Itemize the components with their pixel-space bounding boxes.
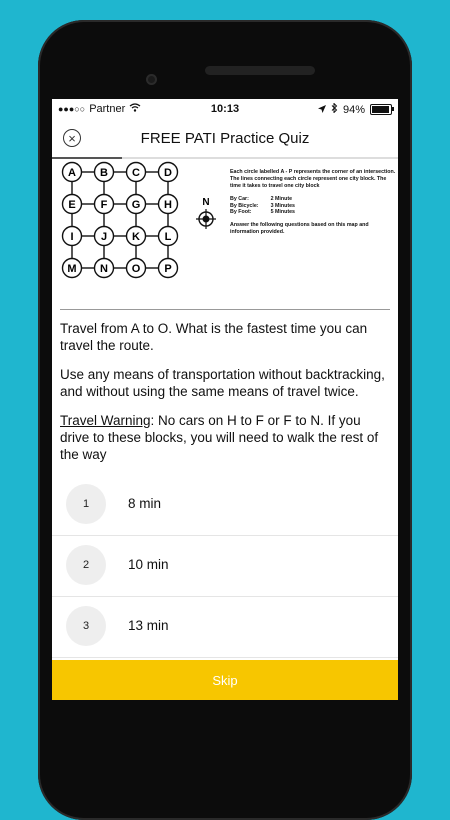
map-node-label: C xyxy=(132,167,140,179)
location-arrow-icon xyxy=(318,104,326,116)
bluetooth-icon xyxy=(331,103,338,116)
map-legend xyxy=(230,169,398,242)
clock: 10:13 xyxy=(210,103,240,115)
option-number: 3 xyxy=(66,606,106,646)
carrier-label: Partner xyxy=(89,103,126,115)
warning-text: : No cars on H to F or F to N. If you drive to these blocks, you will need to walk the rest of the way xyxy=(60,413,379,462)
answer-option-3[interactable] xyxy=(52,597,398,658)
option-label: 10 min xyxy=(128,557,169,572)
mode-value: 3 Minutes xyxy=(270,202,295,209)
speaker-grille xyxy=(205,66,315,75)
battery-percent: 94% xyxy=(342,103,365,116)
mode-value: 2 Minute xyxy=(270,196,293,202)
signal-icon: ●●●○○ xyxy=(58,104,86,114)
answer-option-1[interactable] xyxy=(52,475,398,536)
option-number: 2 xyxy=(66,545,106,585)
legend-description: Each circle labelled A - P represents the corner of an intersection. The lines connecting each circle represent one city block. The time it takes to travel one city block xyxy=(230,169,396,189)
close-icon[interactable]: × xyxy=(63,129,81,147)
status-right xyxy=(318,103,392,116)
option-number: 1 xyxy=(66,484,106,524)
mode-value: 5 Minutes xyxy=(270,209,295,215)
map-node-label: L xyxy=(164,231,172,243)
map-node-label: A xyxy=(68,167,76,179)
map-node-label: O xyxy=(131,263,141,275)
map-node-label: M xyxy=(67,263,77,275)
map-node-label: G xyxy=(131,199,141,211)
warning-label: Travel Warning xyxy=(60,413,151,428)
app-header xyxy=(52,121,398,159)
battery-icon xyxy=(370,104,392,115)
map-node-label: I xyxy=(70,231,74,243)
compass-icon xyxy=(196,209,216,229)
map-node-label: E xyxy=(68,199,76,211)
app-screen xyxy=(52,99,398,700)
travel-times xyxy=(230,196,295,216)
map-node-label: N xyxy=(100,263,108,275)
front-camera xyxy=(146,74,157,85)
page-title: FREE PATI Practice Quiz xyxy=(140,130,310,147)
mode-label: By Bicycle: xyxy=(230,202,259,209)
legend-footer: Answer the following questions based on this map and information provided. xyxy=(230,221,369,235)
status-bar xyxy=(52,99,398,121)
mode-label: By Car: xyxy=(230,196,249,202)
skip-button[interactable]: Skip xyxy=(52,660,398,700)
option-label: 13 min xyxy=(128,618,169,633)
mode-label: By Foot: xyxy=(230,209,252,215)
map-node-label: F xyxy=(100,199,108,211)
mode-row xyxy=(230,209,295,216)
question-block xyxy=(52,310,398,463)
travel-warning xyxy=(60,412,390,463)
answer-option-2[interactable] xyxy=(52,536,398,597)
question-prompt: Travel from A to O. What is the fastest time you can travel the route. xyxy=(60,321,368,353)
map-node-label: H xyxy=(164,199,172,211)
map-grid xyxy=(60,159,230,309)
map-node-label: P xyxy=(164,263,172,275)
map-node-label: J xyxy=(100,231,108,243)
map-node-label: B xyxy=(100,167,108,179)
city-map xyxy=(60,159,396,310)
answer-options xyxy=(52,475,398,658)
question-instructions: Use any means of transportation without backtracking, and without using the same means of travel twice. xyxy=(60,367,385,399)
compass-north-label: N xyxy=(202,197,210,208)
option-label: 8 min xyxy=(128,496,162,511)
map-node-label: D xyxy=(164,167,172,179)
map-node-label: K xyxy=(132,231,140,243)
battery-level xyxy=(372,106,389,113)
